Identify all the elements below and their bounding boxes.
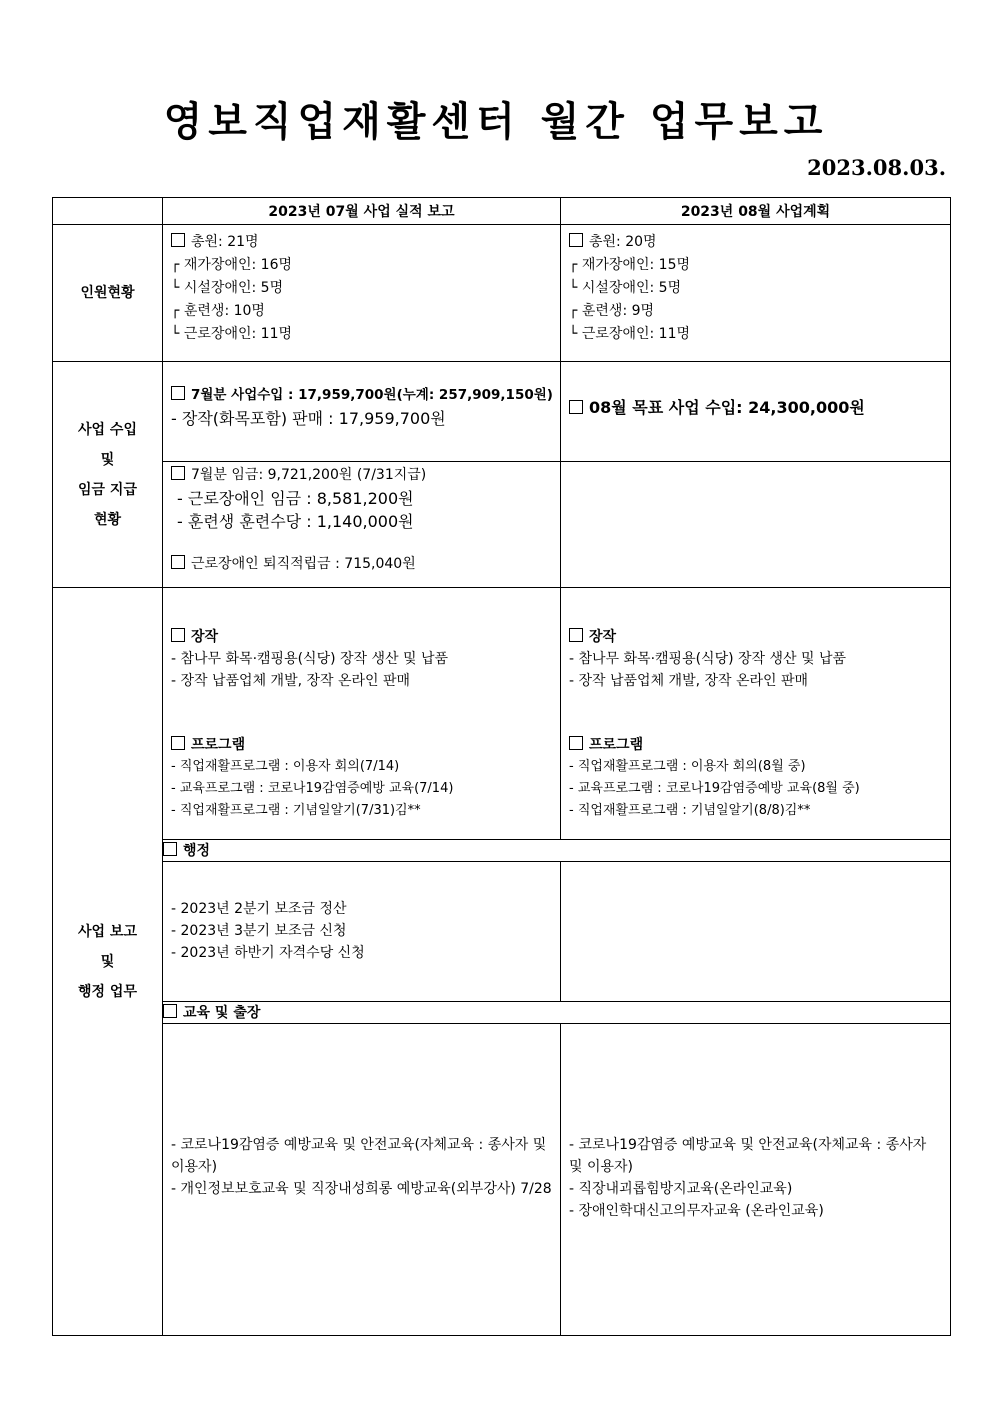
checkbox-icon [163,842,177,856]
edu-line: - 코로나19감염증 예방교육 및 안전교육(자체교육 : 종사자 및 이용자) [569,1136,927,1175]
wage-report-cell [163,462,561,588]
staff-report-line: ┌ 훈련생: 10명 [171,303,265,320]
admin-line: - 2023년 하반기 자격수당 신청 [171,944,365,961]
edu-title: 교육 및 출장 [183,1004,261,1021]
wage-line: - 근로장애인 임금 : 8,581,200원 [177,489,414,509]
income-report-title: 7월분 사업수입 : 17,959,700원(누계: 257,909,150원) [191,387,553,404]
admin-plan-cell [561,861,951,1001]
edu-line: - 코로나19감염증 예방교육 및 안전교육(자체교육 : 종사자 및 이용자) [171,1136,547,1175]
business-label-line: 및 [100,953,115,970]
income-label-line: 임금 지급 [78,481,137,498]
checkbox-icon [171,628,185,642]
page-title: 영보직업재활센터 월간 업무보고 [163,99,829,145]
edu-line: - 개인정보보호교육 및 직장내성희롱 예방교육(외부강사) 7/28 [171,1180,552,1197]
business-label [53,588,163,1336]
program-line: - 교육프로그램 : 코로나19감염증예방 교육(7/14) [171,781,454,797]
income-label [53,362,163,588]
wage-line: - 훈련생 훈련수당 : 1,140,000원 [177,512,414,532]
edu-report-cell [163,1023,561,1335]
program-line: - 직업재활프로그램 : 기념일알기(8/8)김** [569,803,811,819]
income-report-detail: - 장작(화목포함) 판매 : 17,959,700원 [171,409,446,429]
admin-line: - 2023년 2분기 보조금 정산 [171,900,347,917]
admin-title: 행정 [183,842,211,859]
income-plan-cell [561,362,951,462]
wage-plan-cell [561,462,951,588]
header-blank [53,198,163,225]
checkbox-icon [171,386,185,400]
header-plan: 2023년 08월 사업계획 [561,198,951,225]
edu-line: - 직장내괴롭힘방지교육(온라인교육) [569,1180,793,1197]
checkbox-icon [569,233,583,247]
checkbox-icon [569,628,583,642]
program-title: 프로그램 [191,737,246,754]
staff-plan-line: ┌ 훈련생: 9명 [569,303,655,320]
staff-plan-line: ┌ 재가장애인: 15명 [569,257,691,274]
staff-plan-total: 총원: 20명 [589,234,657,251]
firewood-title: 장작 [191,629,219,646]
report-date: 2023.08.03. [807,155,946,180]
staff-plan-cell [561,225,951,362]
business-label-line: 사업 보고 [78,923,137,940]
staff-label: 인원현황 [53,225,163,362]
program-title: 프로그램 [589,737,644,754]
checkbox-icon [171,736,185,750]
checkbox-icon [569,736,583,750]
income-label-line: 현황 [93,511,122,528]
staff-report-total: 총원: 21명 [191,234,259,251]
firewood-line: - 참나무 화목·캠핑용(식당) 장작 생산 및 납품 [569,651,847,668]
income-label-line: 및 [100,451,115,468]
admin-section-header [163,839,951,861]
firewood-line: - 장작 납품업체 개발, 장작 온라인 판매 [569,673,809,690]
firewood-line: - 참나무 화목·캠핑용(식당) 장작 생산 및 납품 [171,651,449,668]
wage-title: 7월분 임금: 9,721,200원 (7/31지급) [191,467,427,484]
edu-plan-cell [561,1023,951,1335]
checkbox-icon [163,1004,177,1018]
header-report: 2023년 07월 사업 실적 보고 [163,198,561,225]
checkbox-icon [171,233,185,247]
staff-report-line: └ 근로장애인: 11명 [171,326,293,343]
program-line: - 직업재활프로그램 : 이용자 회의(7/14) [171,759,400,775]
report-table [52,197,951,1336]
program-line: - 교육프로그램 : 코로나19감염증예방 교육(8월 중) [569,781,860,797]
income-report-cell [163,362,561,462]
checkbox-icon [171,466,185,480]
edu-line: - 장애인학대신고의무자교육 (온라인교육) [569,1202,824,1219]
edu-section-header [163,1001,951,1023]
checkbox-icon [171,555,185,569]
business-plan-cell [561,588,951,839]
checkbox-icon [569,400,583,414]
income-plan-target: 08월 목표 사업 수입: 24,300,000원 [589,398,865,418]
business-label-line: 행정 업무 [78,983,137,1000]
staff-report-line: ┌ 재가장애인: 16명 [171,257,293,274]
admin-line: - 2023년 3분기 보조금 신청 [171,922,347,939]
firewood-title: 장작 [589,629,617,646]
staff-report-line: └ 시설장애인: 5명 [171,280,284,297]
income-label-line: 사업 수입 [78,421,137,438]
business-report-cell [163,588,561,839]
firewood-line: - 장작 납품업체 개발, 장작 온라인 판매 [171,673,411,690]
staff-report-cell [163,225,561,362]
program-line: - 직업재활프로그램 : 기념일알기(7/31)김** [171,803,421,819]
staff-plan-line: └ 근로장애인: 11명 [569,326,691,343]
retirement-line: 근로장애인 퇴직적립금 : 715,040원 [191,556,416,573]
admin-report-cell [163,861,561,1001]
program-line: - 직업재활프로그램 : 이용자 회의(8월 중) [569,759,806,775]
staff-plan-line: └ 시설장애인: 5명 [569,280,682,297]
